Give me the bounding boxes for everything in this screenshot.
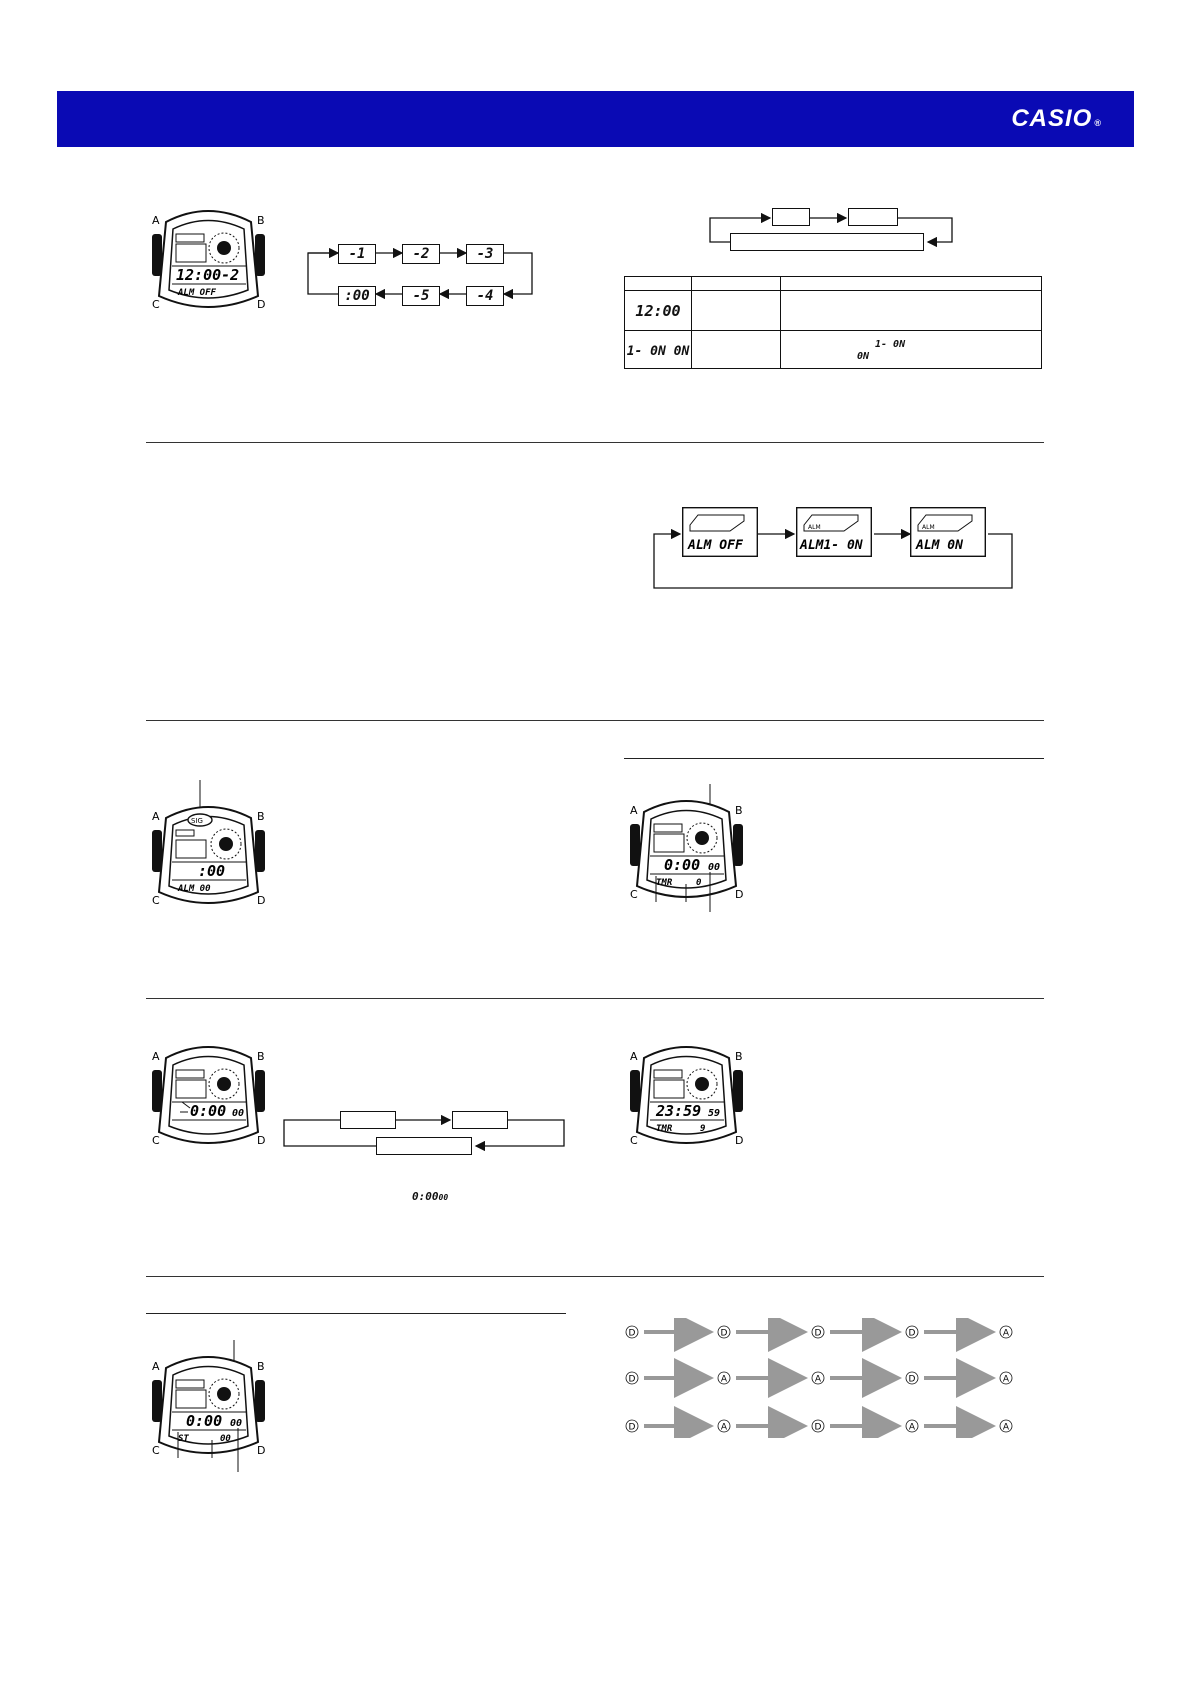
watch-seconds-readout: 00 <box>232 1108 245 1119</box>
subsection-rule <box>146 1313 566 1314</box>
watch-mode-readout: TMR <box>656 878 673 888</box>
alarm-cycle-step: -3 <box>466 244 504 264</box>
flow-box <box>772 208 810 226</box>
button-d-label: D <box>257 298 266 311</box>
svg-text:D: D <box>735 888 744 901</box>
watch-illustration-signal <box>146 780 271 910</box>
watch-illustration-countdown <box>624 1040 749 1150</box>
header-banner <box>57 91 1134 147</box>
watch-seconds-readout: 59 <box>708 1108 721 1119</box>
watch-value-readout: 0 <box>696 878 702 888</box>
svg-text:C: C <box>630 888 638 901</box>
svg-text:A: A <box>630 804 638 817</box>
table-note: 0N <box>857 351 870 362</box>
button-c-label: C <box>152 298 160 311</box>
table-display-value: 1- 0N 0N <box>626 344 690 359</box>
flow-box <box>452 1111 508 1129</box>
svg-text:C: C <box>152 1444 160 1457</box>
svg-text:D: D <box>735 1134 744 1147</box>
watch-mode-readout: TMR <box>656 1124 673 1134</box>
watch-illustration-alarm <box>146 204 271 314</box>
watch-time-readout: 0:00 <box>190 1102 227 1120</box>
alm-indicator: ALM <box>922 524 935 531</box>
flow-box <box>848 208 898 226</box>
lcd-panel-alm1-on <box>796 507 872 557</box>
svg-text:A: A <box>152 1360 160 1373</box>
svg-text:D: D <box>257 1134 266 1147</box>
watch-value-readout: 9 <box>700 1124 706 1134</box>
watch-time-readout: 0:00 <box>186 1412 223 1430</box>
svg-text:B: B <box>257 1050 265 1063</box>
sequence-button-label: A <box>814 1374 822 1385</box>
watch-time-readout: :00 <box>198 862 226 880</box>
watch-seconds-readout: 00 <box>708 862 721 873</box>
table-display-value: 12:00 <box>635 302 681 320</box>
flow-box <box>340 1111 396 1129</box>
sequence-button-label: D <box>720 1328 728 1339</box>
section-divider <box>146 998 1044 999</box>
svg-text:C: C <box>152 1134 160 1147</box>
section-divider <box>146 1276 1044 1277</box>
flow-box-wide <box>376 1137 472 1155</box>
watch-status-readout: ALM OFF <box>178 288 216 298</box>
sequence-button-label: A <box>1002 1328 1010 1339</box>
display-table <box>624 276 1042 369</box>
lcd-panel-alm-on <box>910 507 986 557</box>
flow-box-wide <box>730 233 924 251</box>
alarm-cycle-step: -2 <box>402 244 440 264</box>
svg-text:A: A <box>152 810 160 823</box>
signal-indicator: SIG <box>191 817 203 825</box>
svg-text:B: B <box>735 1050 743 1063</box>
sequence-button-label: A <box>720 1422 728 1433</box>
inline-timer-display: 0:0000 <box>412 1190 449 1203</box>
sequence-button-label: A <box>1002 1374 1010 1385</box>
section-divider <box>146 442 1044 443</box>
alm-indicator: ALM <box>808 524 821 531</box>
alarm-cycle-step: -1 <box>338 244 376 264</box>
lcd-panel-alm-off <box>682 507 758 557</box>
sequence-button-label: D <box>908 1328 916 1339</box>
svg-text:A: A <box>630 1050 638 1063</box>
casio-logo: CASIO ® <box>1011 105 1102 132</box>
sequence-button-label: D <box>628 1422 636 1433</box>
sequence-button-label: A <box>908 1422 916 1433</box>
svg-text:C: C <box>152 894 160 907</box>
lcd-text: ALM1- 0N <box>800 538 863 553</box>
watch-illustration-timer <box>624 784 749 914</box>
watch-seconds-readout: 00 <box>230 1418 243 1429</box>
lcd-text: ALM 0N <box>916 538 963 553</box>
sequence-button-label: D <box>908 1374 916 1385</box>
button-b-label: B <box>257 214 265 227</box>
sequence-button-label: D <box>814 1422 822 1433</box>
alarm-cycle-step: :00 <box>338 286 376 306</box>
sequence-button-label: D <box>814 1328 822 1339</box>
svg-text:D: D <box>257 894 266 907</box>
sequence-button-label: A <box>1002 1422 1010 1433</box>
watch-time-readout: 12:00-2 <box>176 266 240 284</box>
lcd-text: ALM OFF <box>688 538 743 553</box>
watch-illustration-timer-set <box>146 1040 271 1150</box>
subsection-rule <box>624 758 1044 759</box>
svg-text:B: B <box>257 810 265 823</box>
svg-text:C: C <box>630 1134 638 1147</box>
svg-text:D: D <box>257 1444 266 1457</box>
button-sequences <box>624 1318 1024 1438</box>
button-a-label: A <box>152 214 160 227</box>
section-divider <box>146 720 1044 721</box>
sequence-button-label: D <box>628 1374 636 1385</box>
table-note: 1- 0N <box>875 339 906 350</box>
watch-time-readout: 0:00 <box>664 856 701 874</box>
svg-text:A: A <box>152 1050 160 1063</box>
sequence-button-label: A <box>720 1374 728 1385</box>
watch-time-readout: 23:59 <box>656 1102 702 1120</box>
alarm-cycle-step: -4 <box>466 286 504 306</box>
watch-mode-readout: ST <box>178 1434 189 1444</box>
sequence-button-label: D <box>628 1328 636 1339</box>
svg-text:B: B <box>735 804 743 817</box>
watch-value-readout: 00 <box>220 1434 231 1444</box>
watch-illustration-stopwatch <box>146 1340 271 1476</box>
alarm-cycle-step: -5 <box>402 286 440 306</box>
watch-status-readout: ALM 00 <box>178 884 211 894</box>
svg-text:B: B <box>257 1360 265 1373</box>
